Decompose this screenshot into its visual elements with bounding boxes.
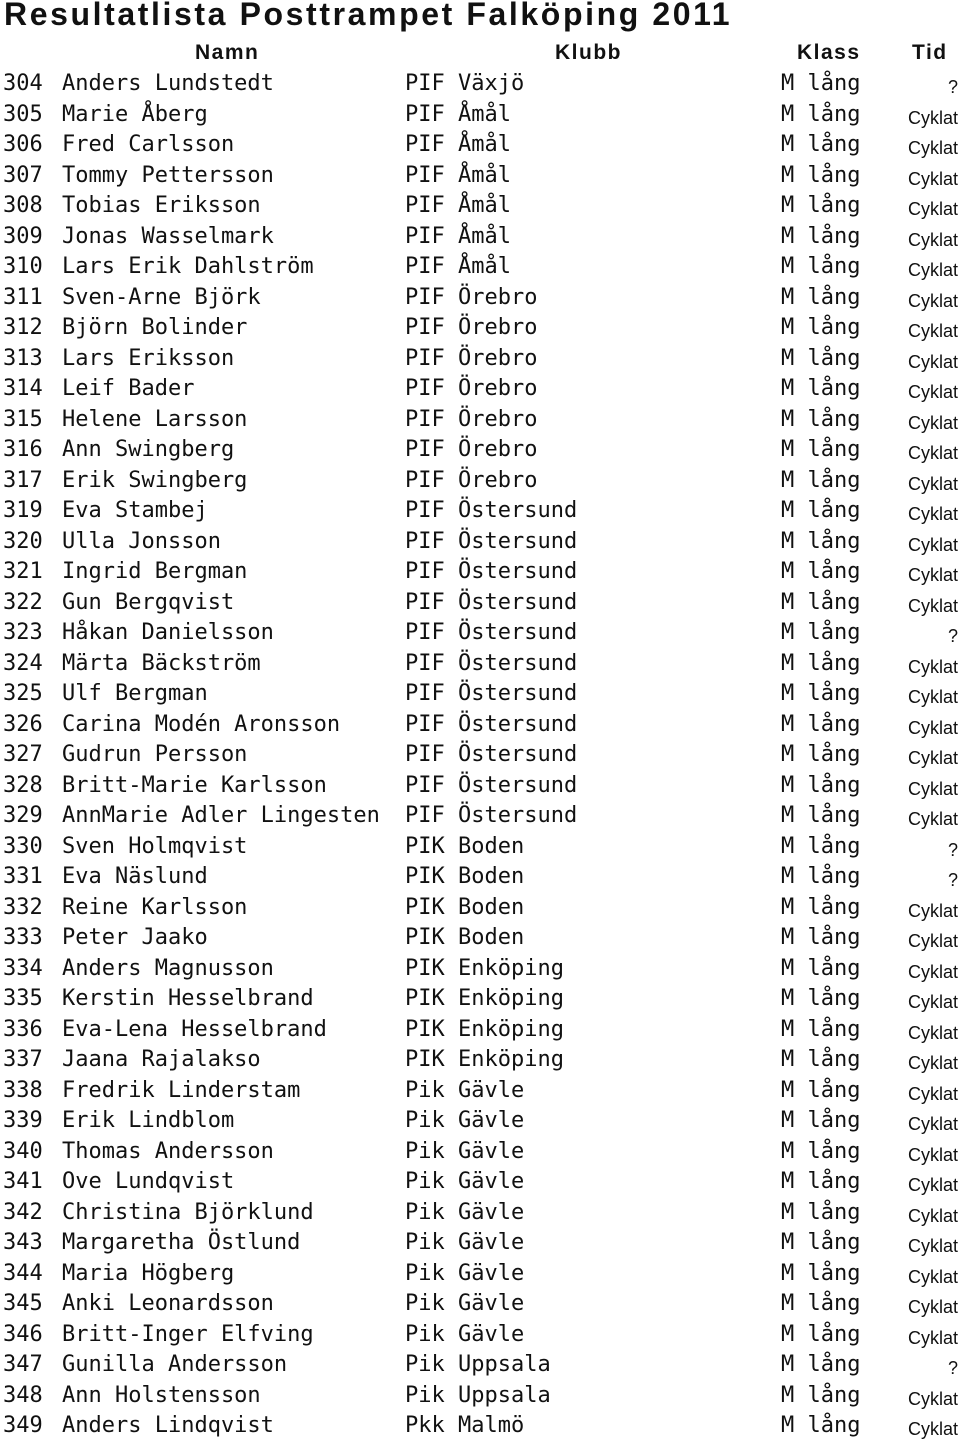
class-label: M lång [781, 1108, 861, 1133]
participant-name: Anders Lundstedt [62, 71, 274, 96]
time-result: Cyklat [907, 321, 958, 341]
bib-number: 329 [3, 803, 43, 828]
table-row [0, 1075, 960, 1106]
class-label: M lång [781, 925, 861, 950]
bib-number: 321 [3, 559, 43, 584]
time-result: Cyklat [907, 961, 958, 982]
table-row [0, 1014, 960, 1045]
bib-number: 335 [3, 986, 43, 1011]
class-label: M lång [781, 254, 861, 279]
class-label: M lång [781, 223, 861, 249]
page-title: Resultatlista Posttrampet Falköping 2011 [4, 0, 733, 32]
bib-number: 326 [3, 711, 43, 737]
table-row [0, 1410, 960, 1441]
bib-number: 327 [3, 742, 43, 767]
time-result: Cyklat [907, 229, 958, 250]
class-label: M lång [781, 742, 861, 767]
participant-name: Tommy Pettersson [62, 162, 274, 188]
bib-number: 308 [3, 193, 43, 218]
bib-number: 306 [3, 132, 43, 157]
table-row [0, 892, 960, 923]
table-row [0, 1319, 960, 1350]
club-name: PIF Åmål [405, 223, 511, 249]
participant-name: Eva Stambej [62, 498, 208, 523]
time-result: Cyklat [907, 778, 958, 799]
participant-name: Helene Larsson [62, 406, 248, 432]
participant-name: Håkan Danielsson [62, 620, 274, 645]
club-name: Pik Gävle [405, 1077, 525, 1103]
class-label: M lång [781, 650, 861, 676]
table-row [0, 922, 960, 953]
table-row [0, 587, 960, 618]
club-name: PIK Boden [405, 925, 525, 950]
table-row [0, 190, 960, 221]
table-row [0, 343, 960, 374]
table-row [0, 1227, 960, 1258]
bib-number: 349 [3, 1413, 43, 1438]
table-row [0, 1258, 960, 1289]
participant-name: Erik Lindblom [62, 1108, 235, 1133]
time-result: ? [947, 77, 958, 97]
club-name: Pik Gävle [405, 1108, 525, 1133]
club-name: PIF Åmål [405, 101, 511, 127]
class-label: M lång [781, 1321, 861, 1347]
time-result: Cyklat [907, 351, 958, 372]
table-row [0, 800, 960, 831]
club-name: PIK Enköping [405, 1047, 564, 1072]
time-result: ? [947, 626, 958, 646]
class-label: M lång [781, 1199, 861, 1225]
club-name: PIF Örebro [405, 376, 538, 401]
club-name: PIF Örebro [405, 467, 538, 493]
table-row [0, 953, 960, 984]
time-result: Cyklat [907, 1327, 958, 1348]
table-row [0, 831, 960, 862]
club-name: Pik Gävle [405, 1230, 525, 1255]
time-result: Cyklat [907, 1083, 958, 1104]
class-label: M lång [781, 193, 861, 218]
club-name: Pik Gävle [405, 1291, 525, 1316]
participant-name: Ann Holstensson [62, 1382, 261, 1408]
bib-number: 338 [3, 1077, 43, 1103]
bib-number: 325 [3, 681, 43, 706]
bib-number: 305 [3, 101, 43, 127]
bib-number: 348 [3, 1382, 43, 1408]
time-result: Cyklat [907, 809, 958, 829]
club-name: PIF Östersund [405, 620, 578, 645]
time-result: Cyklat [907, 107, 958, 128]
bib-number: 310 [3, 254, 43, 279]
club-name: Pik Gävle [405, 1260, 525, 1286]
table-row [0, 68, 960, 99]
participant-name: Gudrun Persson [62, 742, 248, 767]
time-result: Cyklat [907, 595, 958, 616]
bib-number: 320 [3, 528, 43, 554]
column-header-name: Namn [195, 41, 260, 64]
class-label: M lång [781, 803, 861, 828]
club-name: PIK Boden [405, 864, 525, 889]
bib-number: 332 [3, 894, 43, 920]
participant-name: Erik Swingberg [62, 467, 248, 493]
time-result: Cyklat [907, 1419, 958, 1439]
bib-number: 337 [3, 1047, 43, 1072]
bib-number: 322 [3, 589, 43, 615]
bib-number: 312 [3, 315, 43, 340]
bib-number: 345 [3, 1291, 43, 1316]
bib-number: 342 [3, 1199, 43, 1225]
class-label: M lång [781, 1169, 861, 1194]
table-row [0, 617, 960, 648]
time-result: Cyklat [907, 534, 958, 555]
club-name: PIK Boden [405, 833, 525, 859]
class-label: M lång [781, 620, 861, 645]
table-row [0, 678, 960, 709]
bib-number: 315 [3, 406, 43, 432]
club-name: PIF Östersund [405, 711, 578, 737]
class-label: M lång [781, 1291, 861, 1316]
class-label: M lång [781, 559, 861, 584]
time-result: Cyklat [907, 900, 958, 921]
column-header-time: Tid [912, 41, 948, 64]
club-name: PIF Åmål [405, 193, 511, 218]
table-row [0, 861, 960, 892]
class-label: M lång [781, 437, 861, 462]
time-result: Cyklat [907, 168, 958, 189]
participant-name: Lars Eriksson [62, 345, 235, 371]
club-name: PIF Östersund [405, 498, 578, 523]
table-row [0, 526, 960, 557]
time-result: Cyklat [907, 1388, 958, 1409]
time-result: ? [947, 1358, 958, 1378]
bib-number: 304 [3, 71, 43, 96]
time-result: Cyklat [907, 199, 958, 219]
time-result: Cyklat [907, 687, 958, 707]
club-name: PIF Örebro [405, 345, 538, 371]
time-result: Cyklat [907, 565, 958, 585]
table-row [0, 312, 960, 343]
time-result: Cyklat [907, 1022, 958, 1043]
table-row [0, 770, 960, 801]
time-result: Cyklat [907, 931, 958, 951]
time-result: Cyklat [907, 473, 958, 494]
club-name: PIK Enköping [405, 955, 564, 981]
bib-number: 336 [3, 1016, 43, 1042]
table-row [0, 1349, 960, 1380]
bib-number: 347 [3, 1352, 43, 1377]
participant-name: Tobias Eriksson [62, 193, 261, 218]
bib-number: 319 [3, 498, 43, 523]
club-name: PIK Boden [405, 894, 525, 920]
time-result: Cyklat [907, 717, 958, 738]
club-name: PIF Örebro [405, 284, 538, 310]
class-label: M lång [781, 711, 861, 737]
participant-name: Jonas Wasselmark [62, 223, 274, 249]
time-result: Cyklat [907, 1266, 958, 1287]
class-label: M lång [781, 1047, 861, 1072]
participant-name: Ulf Bergman [62, 681, 208, 706]
time-result: Cyklat [907, 382, 958, 402]
bib-number: 340 [3, 1138, 43, 1164]
bib-number: 333 [3, 925, 43, 950]
class-label: M lång [781, 284, 861, 310]
participant-name: Eva Näslund [62, 864, 208, 889]
time-result: ? [947, 839, 958, 860]
participant-name: Fred Carlsson [62, 132, 235, 157]
club-name: PIF Åmål [405, 254, 511, 279]
participant-name: Ove Lundqvist [62, 1169, 235, 1194]
participant-name: Reine Karlsson [62, 894, 248, 920]
table-row [0, 404, 960, 435]
participant-name: Björn Bolinder [62, 315, 248, 340]
table-row [0, 373, 960, 404]
bib-number: 314 [3, 376, 43, 401]
class-label: M lång [781, 589, 861, 615]
bib-number: 324 [3, 650, 43, 676]
class-label: M lång [781, 681, 861, 706]
participant-name: Leif Bader [62, 376, 195, 401]
time-result: Cyklat [907, 1144, 958, 1165]
club-name: PIF Örebro [405, 315, 538, 340]
club-name: PIF Åmål [405, 162, 511, 188]
table-row [0, 282, 960, 313]
table-row [0, 99, 960, 130]
participant-name: AnnMarie Adler Lingesten [62, 803, 380, 828]
table-row [0, 465, 960, 496]
participant-name: Ingrid Bergman [62, 559, 248, 584]
table-row [0, 1288, 960, 1319]
club-name: PIF Örebro [405, 437, 538, 462]
participant-name: Britt-Marie Karlsson [62, 772, 327, 798]
club-name: PIF Östersund [405, 528, 578, 554]
club-name: Pik Uppsala [405, 1382, 551, 1408]
class-label: M lång [781, 376, 861, 401]
time-result: Cyklat [907, 1114, 958, 1134]
club-name: PIF Östersund [405, 559, 578, 584]
time-result: Cyklat [907, 1175, 958, 1195]
table-row [0, 1166, 960, 1197]
club-name: PIF Växjö [405, 71, 525, 96]
participant-name: Margaretha Östlund [62, 1230, 301, 1255]
participant-name: Maria Högberg [62, 1260, 235, 1286]
table-row [0, 983, 960, 1014]
column-header-club: Klubb [555, 41, 622, 64]
time-result: Cyklat [907, 992, 958, 1012]
club-name: PIF Östersund [405, 681, 578, 706]
bib-number: 313 [3, 345, 43, 371]
participant-name: Carina Modén Aronsson [62, 711, 341, 737]
participant-name: Eva-Lena Hesselbrand [62, 1016, 327, 1042]
class-label: M lång [781, 1230, 861, 1255]
club-name: PIF Åmål [405, 132, 511, 157]
bib-number: 323 [3, 620, 43, 645]
class-label: M lång [781, 1413, 861, 1438]
club-name: Pkk Malmö [405, 1413, 525, 1438]
class-label: M lång [781, 132, 861, 157]
participant-name: Fredrik Linderstam [62, 1077, 301, 1103]
time-result: Cyklat [907, 138, 958, 158]
bib-number: 311 [3, 284, 43, 310]
time-result: Cyklat [907, 260, 958, 280]
participant-name: Ulla Jonsson [62, 528, 221, 554]
class-label: M lång [781, 1077, 861, 1103]
bib-number: 334 [3, 955, 43, 981]
results-table [0, 68, 960, 1441]
table-row [0, 251, 960, 282]
participant-name: Peter Jaako [62, 925, 208, 950]
participant-name: Märta Bäckström [62, 650, 261, 676]
bib-number: 341 [3, 1169, 43, 1194]
participant-name: Ann Swingberg [62, 437, 235, 462]
club-name: PIF Östersund [405, 650, 578, 676]
table-row [0, 1105, 960, 1136]
class-label: M lång [781, 833, 861, 859]
class-label: M lång [781, 467, 861, 493]
table-row [0, 434, 960, 465]
table-row [0, 1044, 960, 1075]
table-row [0, 160, 960, 191]
column-header-class: Klass [797, 41, 861, 64]
club-name: PIF Östersund [405, 742, 578, 767]
class-label: M lång [781, 986, 861, 1011]
table-row [0, 1136, 960, 1167]
bib-number: 344 [3, 1260, 43, 1286]
club-name: PIF Östersund [405, 589, 578, 615]
club-name: Pik Gävle [405, 1199, 525, 1225]
class-label: M lång [781, 1016, 861, 1042]
bib-number: 307 [3, 162, 43, 188]
table-row [0, 129, 960, 160]
class-label: M lång [781, 162, 861, 188]
participant-name: Jaana Rajalakso [62, 1047, 261, 1072]
class-label: M lång [781, 1260, 861, 1286]
participant-name: Christina Björklund [62, 1199, 314, 1225]
participant-name: Thomas Andersson [62, 1138, 274, 1164]
class-label: M lång [781, 498, 861, 523]
participant-name: Gunilla Andersson [62, 1352, 288, 1377]
club-name: Pik Gävle [405, 1138, 525, 1164]
class-label: M lång [781, 406, 861, 432]
time-result: Cyklat [907, 504, 958, 524]
class-label: M lång [781, 1138, 861, 1164]
participant-name: Anders Lindqvist [62, 1413, 274, 1438]
bib-number: 316 [3, 437, 43, 462]
table-row [0, 221, 960, 252]
bib-number: 317 [3, 467, 43, 493]
class-label: M lång [781, 1352, 861, 1377]
bib-number: 309 [3, 223, 43, 249]
time-result: Cyklat [907, 412, 958, 433]
bib-number: 346 [3, 1321, 43, 1347]
participant-name: Anki Leonardsson [62, 1291, 274, 1316]
class-label: M lång [781, 955, 861, 981]
participant-name: Sven-Arne Björk [62, 284, 261, 310]
table-row [0, 709, 960, 740]
club-name: PIF Örebro [405, 406, 538, 432]
table-row [0, 1197, 960, 1228]
table-row [0, 648, 960, 679]
bib-number: 328 [3, 772, 43, 798]
class-label: M lång [781, 71, 861, 96]
time-result: Cyklat [907, 290, 958, 311]
participant-name: Sven Holmqvist [62, 833, 248, 859]
class-label: M lång [781, 345, 861, 371]
table-row [0, 495, 960, 526]
class-label: M lång [781, 101, 861, 127]
table-row [0, 1380, 960, 1411]
time-result: Cyklat [907, 656, 958, 677]
participant-name: Marie Åberg [62, 101, 208, 127]
time-result: ? [947, 870, 958, 890]
participant-name: Britt-Inger Elfving [62, 1321, 314, 1347]
bib-number: 331 [3, 864, 43, 889]
club-name: Pik Gävle [405, 1321, 525, 1347]
time-result: Cyklat [907, 1297, 958, 1317]
participant-name: Gun Bergqvist [62, 589, 235, 615]
bib-number: 339 [3, 1108, 43, 1133]
club-name: PIK Enköping [405, 986, 564, 1011]
table-row [0, 556, 960, 587]
class-label: M lång [781, 772, 861, 798]
class-label: M lång [781, 864, 861, 889]
club-name: Pik Gävle [405, 1169, 525, 1194]
participant-name: Anders Magnusson [62, 955, 274, 981]
time-result: Cyklat [907, 443, 958, 463]
club-name: PIF Östersund [405, 772, 578, 798]
class-label: M lång [781, 528, 861, 554]
class-label: M lång [781, 894, 861, 920]
club-name: PIK Enköping [405, 1016, 564, 1042]
participant-name: Lars Erik Dahlström [62, 254, 314, 279]
club-name: PIF Östersund [405, 803, 578, 828]
table-row [0, 739, 960, 770]
bib-number: 343 [3, 1230, 43, 1255]
class-label: M lång [781, 1382, 861, 1408]
time-result: Cyklat [907, 1236, 958, 1256]
bib-number: 330 [3, 833, 43, 859]
time-result: Cyklat [907, 1205, 958, 1226]
class-label: M lång [781, 315, 861, 340]
time-result: Cyklat [907, 1053, 958, 1073]
club-name: Pik Uppsala [405, 1352, 551, 1377]
time-result: Cyklat [907, 748, 958, 768]
participant-name: Kerstin Hesselbrand [62, 986, 314, 1011]
